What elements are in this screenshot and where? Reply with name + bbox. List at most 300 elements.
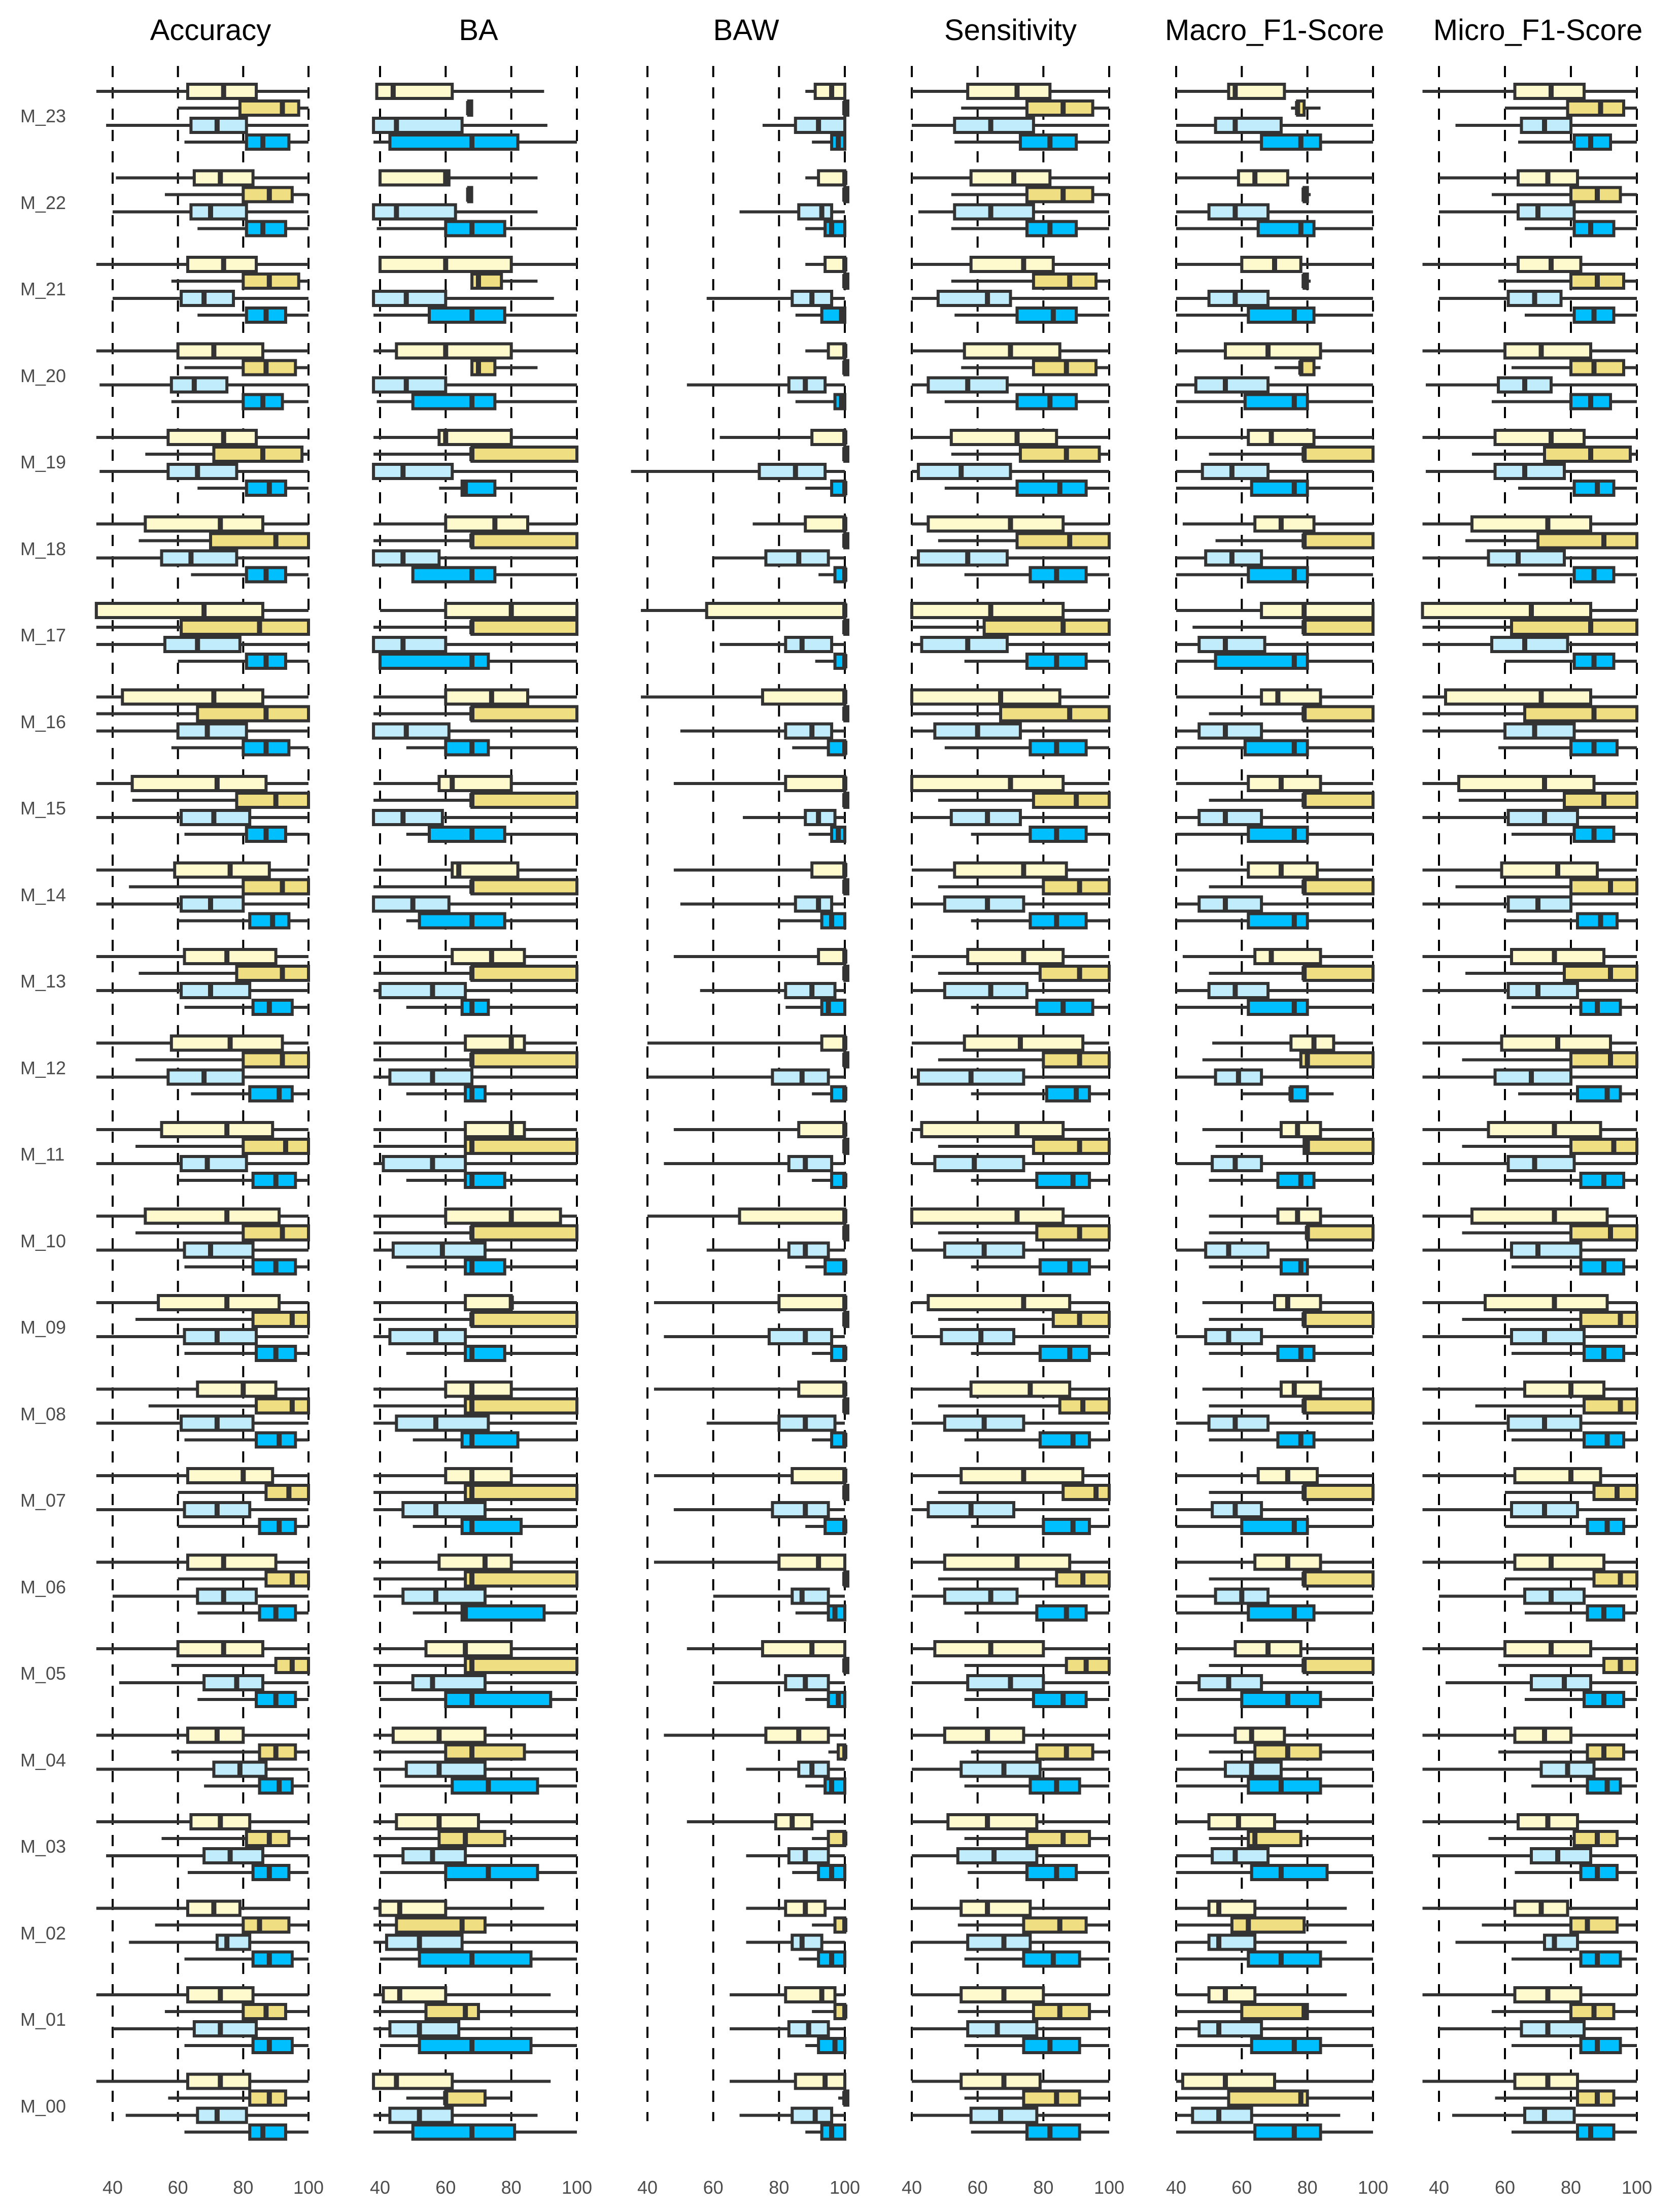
box-M_18-0 bbox=[1183, 517, 1373, 531]
box-M_19-1 bbox=[373, 447, 577, 461]
model-label: M_06 bbox=[20, 1576, 66, 1597]
x-tick-label: 40 bbox=[637, 2177, 658, 2198]
box-M_19-2 bbox=[912, 464, 1109, 479]
box-M_13-2 bbox=[700, 983, 845, 998]
box-M_02-1 bbox=[958, 1918, 1109, 1932]
box-M_22-0 bbox=[912, 171, 1109, 185]
box-M_20-2 bbox=[1426, 378, 1637, 392]
box-M_04-1 bbox=[971, 1745, 1109, 1759]
box-M_05-0 bbox=[96, 1642, 308, 1656]
x-tick-label: 80 bbox=[1560, 2177, 1582, 2198]
box-M_12-1 bbox=[373, 1053, 577, 1067]
box-M_17-0 bbox=[912, 603, 1109, 618]
box-M_21-1 bbox=[1498, 274, 1637, 288]
box-M_06-3 bbox=[197, 1606, 308, 1620]
model-label: M_10 bbox=[20, 1230, 66, 1251]
box-M_11-1 bbox=[1216, 1139, 1373, 1153]
box-M_19-0 bbox=[1176, 430, 1373, 445]
box-M_18-2 bbox=[912, 551, 1109, 565]
box-M_21-2 bbox=[707, 291, 845, 305]
box-M_10-3 bbox=[185, 1260, 308, 1274]
box-M_19-0 bbox=[96, 430, 308, 445]
box-M_13-2 bbox=[373, 983, 577, 998]
model-label: M_07 bbox=[20, 1490, 66, 1511]
box-M_13-0 bbox=[912, 949, 1109, 964]
box-M_23-2 bbox=[106, 118, 308, 132]
box-M_15-1 bbox=[845, 793, 848, 807]
box-M_23-1 bbox=[178, 101, 308, 115]
box-M_08-0 bbox=[96, 1382, 308, 1397]
box-M_11-2 bbox=[1176, 1156, 1373, 1171]
box-M_15-2 bbox=[96, 810, 308, 825]
box-M_10-3 bbox=[1209, 1260, 1373, 1274]
box-M_03-2 bbox=[106, 1849, 308, 1863]
box-M_14-1 bbox=[1456, 880, 1637, 894]
box-M_12-2 bbox=[647, 1070, 845, 1084]
box-M_23-0 bbox=[1423, 84, 1637, 98]
box-M_12-3 bbox=[406, 1087, 577, 1101]
box-M_13-3 bbox=[971, 1000, 1109, 1014]
box-M_08-1 bbox=[149, 1399, 308, 1413]
box-M_08-0 bbox=[373, 1382, 577, 1397]
box-M_01-2 bbox=[1439, 2022, 1637, 2036]
box-M_00-1 bbox=[406, 2091, 511, 2105]
box-M_16-1 bbox=[845, 707, 848, 721]
box-M_14-0 bbox=[912, 863, 1109, 877]
box-M_04-1 bbox=[1498, 1745, 1637, 1759]
box-M_05-3 bbox=[1176, 1692, 1373, 1707]
box-M_17-0 bbox=[1423, 603, 1637, 618]
box-M_15-3 bbox=[406, 827, 577, 841]
panel-title: Micro_F1-Score bbox=[1433, 14, 1643, 47]
box-M_07-1 bbox=[845, 1485, 848, 1500]
box-M_02-2 bbox=[1456, 1935, 1637, 1950]
box-M_22-2 bbox=[373, 205, 537, 219]
x-tick-label: 100 bbox=[829, 2177, 861, 2198]
box-M_03-2 bbox=[1432, 1849, 1637, 1863]
box-M_23-3 bbox=[185, 135, 308, 149]
model-label: M_19 bbox=[20, 452, 66, 472]
box-M_02-3 bbox=[1512, 1952, 1637, 1966]
box-M_20-0 bbox=[373, 344, 577, 358]
box-M_07-3 bbox=[805, 1519, 845, 1534]
box-M_04-2 bbox=[1423, 1762, 1637, 1777]
box-M_02-0 bbox=[912, 1901, 1109, 1916]
box-M_04-3 bbox=[1531, 1779, 1637, 1793]
box-M_04-2 bbox=[912, 1762, 1109, 1777]
box-M_07-3 bbox=[1176, 1519, 1373, 1534]
box-M_04-0 bbox=[1176, 1728, 1373, 1743]
box-M_14-3 bbox=[1176, 914, 1373, 928]
box-M_15-1 bbox=[373, 793, 577, 807]
box-M_05-0 bbox=[1176, 1642, 1373, 1656]
box-M_06-2 bbox=[373, 1589, 577, 1604]
box-M_05-2 bbox=[1176, 1676, 1373, 1690]
box-M_01-2 bbox=[912, 2022, 1109, 2036]
box-M_22-1 bbox=[165, 188, 308, 202]
box-M_00-1 bbox=[965, 2091, 1109, 2105]
box-M_13-0 bbox=[674, 949, 845, 964]
box-M_07-0 bbox=[1423, 1469, 1637, 1483]
box-M_17-1 bbox=[1423, 620, 1637, 634]
box-M_23-2 bbox=[1456, 118, 1637, 132]
box-M_04-0 bbox=[96, 1728, 308, 1743]
box-M_14-1 bbox=[938, 880, 1109, 894]
box-M_00-1 bbox=[1176, 2091, 1373, 2105]
box-M_00-3 bbox=[185, 2125, 308, 2139]
box-M_22-3 bbox=[1525, 222, 1637, 236]
box-M_13-0 bbox=[1183, 949, 1373, 964]
box-M_04-1 bbox=[172, 1745, 308, 1759]
box-M_22-3 bbox=[805, 222, 845, 236]
box-M_17-0 bbox=[641, 603, 845, 618]
box-M_16-1 bbox=[1209, 707, 1373, 721]
box-M_10-0 bbox=[373, 1209, 577, 1223]
box-M_02-2 bbox=[129, 1935, 308, 1950]
box-M_03-1 bbox=[1489, 1831, 1637, 1846]
box-M_20-3 bbox=[796, 395, 845, 409]
box-M_14-1 bbox=[129, 880, 308, 894]
box-M_17-0 bbox=[1176, 603, 1373, 618]
box-M_00-0 bbox=[96, 2074, 308, 2089]
box-M_06-2 bbox=[912, 1589, 1109, 1604]
box-M_20-1 bbox=[961, 361, 1109, 375]
box-M_03-1 bbox=[812, 1831, 845, 1846]
box-M_20-3 bbox=[1492, 395, 1637, 409]
box-M_08-2 bbox=[912, 1416, 1109, 1431]
box-M_22-2 bbox=[113, 205, 308, 219]
box-M_10-0 bbox=[912, 1209, 1109, 1223]
box-M_13-3 bbox=[185, 1000, 308, 1014]
model-label: M_04 bbox=[20, 1749, 66, 1771]
box-M_16-1 bbox=[912, 707, 1109, 721]
box-M_23-3 bbox=[812, 135, 845, 149]
box-M_11-3 bbox=[812, 1173, 845, 1187]
box-M_23-0 bbox=[805, 84, 845, 98]
x-tick-label: 80 bbox=[233, 2177, 254, 2198]
box-M_04-0 bbox=[1423, 1728, 1637, 1743]
box-M_22-3 bbox=[197, 222, 308, 236]
x-tick-label: 80 bbox=[1033, 2177, 1054, 2198]
box-M_13-3 bbox=[785, 1000, 845, 1014]
box-M_21-1 bbox=[172, 274, 308, 288]
box-M_17-2 bbox=[1423, 637, 1637, 652]
x-tick-label: 60 bbox=[167, 2177, 188, 2198]
box-M_15-2 bbox=[743, 810, 845, 825]
box-M_12-0 bbox=[647, 1036, 845, 1050]
box-M_17-1 bbox=[1192, 620, 1373, 634]
box-M_12-2 bbox=[373, 1070, 577, 1084]
box-M_21-3 bbox=[373, 308, 577, 322]
box-M_01-3 bbox=[805, 2038, 845, 2053]
panel-title: BAW bbox=[713, 14, 779, 47]
box-M_02-3 bbox=[965, 1952, 1109, 1966]
box-M_10-1 bbox=[845, 1226, 848, 1240]
box-M_22-0 bbox=[380, 171, 537, 185]
box-M_03-1 bbox=[162, 1831, 309, 1846]
box-M_21-3 bbox=[1176, 308, 1373, 322]
box-M_15-2 bbox=[1176, 810, 1373, 825]
box-M_19-3 bbox=[945, 481, 1109, 495]
box-M_12-0 bbox=[373, 1036, 577, 1050]
box-M_12-2 bbox=[96, 1070, 308, 1084]
box-M_06-0 bbox=[1176, 1555, 1373, 1570]
box-M_05-3 bbox=[380, 1692, 577, 1707]
box-M_13-1 bbox=[1209, 966, 1373, 980]
box-M_03-3 bbox=[188, 1865, 308, 1880]
box-M_05-0 bbox=[373, 1642, 577, 1656]
box-M_18-1 bbox=[373, 534, 577, 548]
box-M_14-2 bbox=[680, 897, 845, 911]
box-M_01-2 bbox=[373, 2022, 577, 2036]
box-M_16-3 bbox=[1498, 741, 1637, 755]
box-M_04-0 bbox=[912, 1728, 1109, 1743]
box-M_00-2 bbox=[740, 2108, 845, 2123]
box-M_06-0 bbox=[96, 1555, 308, 1570]
panel-title: BA bbox=[459, 14, 498, 47]
box-M_22-3 bbox=[951, 222, 1109, 236]
box-M_18-3 bbox=[1518, 568, 1637, 582]
box-M_18-1 bbox=[938, 534, 1109, 548]
box-M_16-2 bbox=[912, 724, 1109, 738]
box-M_00-2 bbox=[1176, 2108, 1340, 2123]
box-M_07-0 bbox=[96, 1469, 308, 1483]
panel-title: Accuracy bbox=[150, 14, 271, 47]
box-M_08-3 bbox=[413, 1433, 577, 1447]
box-M_20-2 bbox=[687, 378, 845, 392]
box-M_19-0 bbox=[720, 430, 845, 445]
box-M_15-1 bbox=[938, 793, 1109, 807]
box-M_14-1 bbox=[373, 880, 577, 894]
box-M_23-1 bbox=[845, 101, 848, 115]
model-label: M_11 bbox=[20, 1144, 65, 1165]
box-M_09-0 bbox=[1203, 1296, 1373, 1310]
box-M_20-3 bbox=[1176, 395, 1373, 409]
box-M_14-0 bbox=[1176, 863, 1373, 877]
box-M_04-3 bbox=[204, 1779, 308, 1793]
box-M_19-2 bbox=[1426, 464, 1637, 479]
box-M_08-1 bbox=[1209, 1399, 1373, 1413]
box-M_05-2 bbox=[119, 1676, 308, 1690]
x-tick-label: 60 bbox=[703, 2177, 724, 2198]
box-M_00-0 bbox=[1176, 2074, 1373, 2089]
box-M_15-2 bbox=[1423, 810, 1637, 825]
box-M_14-2 bbox=[1176, 897, 1373, 911]
box-M_23-2 bbox=[763, 118, 845, 132]
box-M_03-2 bbox=[746, 1849, 845, 1863]
box-M_01-0 bbox=[912, 1988, 1109, 2002]
box-M_21-2 bbox=[373, 291, 554, 305]
box-M_00-1 bbox=[168, 2091, 308, 2105]
box-M_10-1 bbox=[135, 1226, 308, 1240]
box-M_15-2 bbox=[912, 810, 1109, 825]
box-M_23-2 bbox=[912, 118, 1109, 132]
box-M_09-1 bbox=[373, 1312, 577, 1326]
box-M_03-1 bbox=[1209, 1831, 1373, 1846]
box-M_02-0 bbox=[96, 1901, 308, 1916]
model-label: M_00 bbox=[20, 2095, 66, 2117]
box-M_03-0 bbox=[687, 1815, 845, 1829]
box-M_09-0 bbox=[96, 1296, 308, 1310]
box-M_16-1 bbox=[96, 707, 308, 721]
box-M_14-3 bbox=[779, 914, 845, 928]
box-M_17-2 bbox=[720, 637, 845, 652]
box-M_13-1 bbox=[373, 966, 577, 980]
model-label: M_01 bbox=[20, 2009, 66, 2030]
box-M_16-3 bbox=[406, 741, 577, 755]
box-M_11-2 bbox=[1423, 1156, 1637, 1171]
box-M_09-2 bbox=[373, 1330, 577, 1344]
box-M_08-1 bbox=[938, 1399, 1109, 1413]
box-M_23-1 bbox=[1291, 101, 1320, 115]
box-M_01-3 bbox=[380, 2038, 577, 2053]
box-M_19-3 bbox=[805, 481, 845, 495]
box-M_08-2 bbox=[1176, 1416, 1373, 1431]
box-M_19-1 bbox=[1472, 447, 1637, 461]
box-M_05-3 bbox=[965, 1692, 1109, 1707]
box-M_01-1 bbox=[373, 2004, 577, 2019]
box-M_11-0 bbox=[96, 1122, 308, 1137]
box-M_12-0 bbox=[1423, 1036, 1637, 1050]
box-M_10-1 bbox=[938, 1226, 1109, 1240]
model-label: M_16 bbox=[20, 711, 66, 732]
box-M_08-1 bbox=[1476, 1399, 1637, 1413]
box-M_11-0 bbox=[1423, 1122, 1637, 1137]
box-M_14-2 bbox=[96, 897, 308, 911]
box-M_04-1 bbox=[373, 1745, 577, 1759]
box-M_14-0 bbox=[1423, 863, 1637, 877]
box-M_11-0 bbox=[674, 1122, 845, 1137]
box-M_19-1 bbox=[145, 447, 308, 461]
box-M_03-0 bbox=[96, 1815, 308, 1829]
box-M_16-3 bbox=[945, 741, 1109, 755]
box-M_22-3 bbox=[1176, 222, 1373, 236]
box-M_04-3 bbox=[1176, 1779, 1373, 1793]
box-M_10-2 bbox=[373, 1243, 577, 1257]
box-M_07-2 bbox=[674, 1503, 845, 1517]
box-M_17-3 bbox=[815, 654, 845, 668]
box-M_06-3 bbox=[1525, 1606, 1637, 1620]
box-M_04-2 bbox=[1176, 1762, 1373, 1777]
box-M_11-1 bbox=[1462, 1139, 1637, 1153]
box-M_08-3 bbox=[1512, 1433, 1637, 1447]
box-M_18-2 bbox=[713, 551, 845, 565]
box-M_00-1 bbox=[838, 2091, 848, 2105]
box-M_15-0 bbox=[674, 776, 845, 791]
box-M_22-2 bbox=[918, 205, 1109, 219]
box-M_14-0 bbox=[373, 863, 577, 877]
box-M_01-0 bbox=[1176, 1988, 1347, 2002]
box-M_19-1 bbox=[951, 447, 1109, 461]
box-M_23-0 bbox=[912, 84, 1109, 98]
box-M_08-0 bbox=[1203, 1382, 1373, 1397]
box-M_22-3 bbox=[377, 222, 577, 236]
model-label: M_20 bbox=[20, 365, 66, 386]
box-M_02-0 bbox=[1176, 1901, 1347, 1916]
box-M_13-1 bbox=[845, 966, 848, 980]
box-M_09-3 bbox=[812, 1346, 845, 1360]
box-M_20-0 bbox=[1423, 344, 1637, 358]
box-M_15-1 bbox=[1459, 793, 1637, 807]
model-label: M_14 bbox=[20, 884, 66, 905]
box-M_12-1 bbox=[1203, 1053, 1373, 1067]
box-M_09-2 bbox=[912, 1330, 1109, 1344]
model-label: M_17 bbox=[20, 625, 66, 645]
box-M_11-1 bbox=[135, 1139, 308, 1153]
box-M_09-3 bbox=[971, 1346, 1109, 1360]
box-M_16-0 bbox=[1176, 690, 1373, 704]
box-M_16-2 bbox=[96, 724, 308, 738]
box-M_16-2 bbox=[680, 724, 845, 738]
box-M_02-3 bbox=[1176, 1952, 1373, 1966]
box-M_13-0 bbox=[1423, 949, 1637, 964]
box-M_19-3 bbox=[197, 481, 308, 495]
box-M_01-3 bbox=[1512, 2038, 1637, 2053]
box-M_20-1 bbox=[845, 361, 848, 375]
box-M_12-3 bbox=[971, 1087, 1109, 1101]
box-M_13-2 bbox=[1176, 983, 1373, 998]
box-M_01-0 bbox=[96, 1988, 308, 2002]
box-M_20-0 bbox=[805, 344, 845, 358]
box-M_01-2 bbox=[1176, 2022, 1373, 2036]
box-M_09-3 bbox=[406, 1346, 577, 1360]
box-M_18-2 bbox=[1423, 551, 1637, 565]
box-M_11-1 bbox=[373, 1139, 577, 1153]
x-tick-label: 40 bbox=[901, 2177, 922, 2198]
box-M_15-3 bbox=[1512, 827, 1637, 841]
x-tick-label: 60 bbox=[1494, 2177, 1516, 2198]
box-M_21-1 bbox=[951, 274, 1109, 288]
box-M_23-2 bbox=[373, 118, 547, 132]
box-M_11-0 bbox=[1203, 1122, 1373, 1137]
box-M_20-3 bbox=[172, 395, 308, 409]
box-M_18-2 bbox=[373, 551, 577, 565]
box-M_20-0 bbox=[912, 344, 1109, 358]
box-M_07-1 bbox=[373, 1485, 577, 1500]
box-M_22-1 bbox=[951, 188, 1109, 202]
box-M_08-3 bbox=[185, 1433, 308, 1447]
box-M_22-1 bbox=[469, 188, 472, 202]
box-M_05-1 bbox=[845, 1658, 848, 1673]
box-M_06-2 bbox=[113, 1589, 308, 1604]
box-M_03-2 bbox=[373, 1849, 577, 1863]
box-M_00-0 bbox=[912, 2074, 1109, 2089]
box-M_16-2 bbox=[1423, 724, 1637, 738]
box-M_05-1 bbox=[1209, 1658, 1373, 1673]
box-M_02-0 bbox=[373, 1901, 544, 1916]
box-M_06-2 bbox=[1176, 1589, 1373, 1604]
box-M_16-0 bbox=[373, 690, 577, 704]
box-M_09-0 bbox=[654, 1296, 845, 1310]
box-M_13-0 bbox=[373, 949, 577, 964]
box-M_10-0 bbox=[96, 1209, 308, 1223]
box-M_14-2 bbox=[1423, 897, 1637, 911]
box-M_12-2 bbox=[1423, 1070, 1637, 1084]
box-M_20-1 bbox=[1512, 361, 1637, 375]
box-M_06-3 bbox=[1176, 1606, 1373, 1620]
box-M_22-2 bbox=[1176, 205, 1373, 219]
box-M_15-0 bbox=[912, 776, 1109, 791]
box-M_12-1 bbox=[135, 1053, 308, 1067]
box-M_03-1 bbox=[373, 1831, 577, 1846]
box-M_19-2 bbox=[1176, 464, 1373, 479]
box-M_19-1 bbox=[845, 447, 848, 461]
box-M_12-1 bbox=[1462, 1053, 1637, 1067]
box-M_20-2 bbox=[99, 378, 308, 392]
box-M_10-3 bbox=[805, 1260, 845, 1274]
box-M_23-3 bbox=[1176, 135, 1373, 149]
box-M_18-0 bbox=[96, 517, 308, 531]
